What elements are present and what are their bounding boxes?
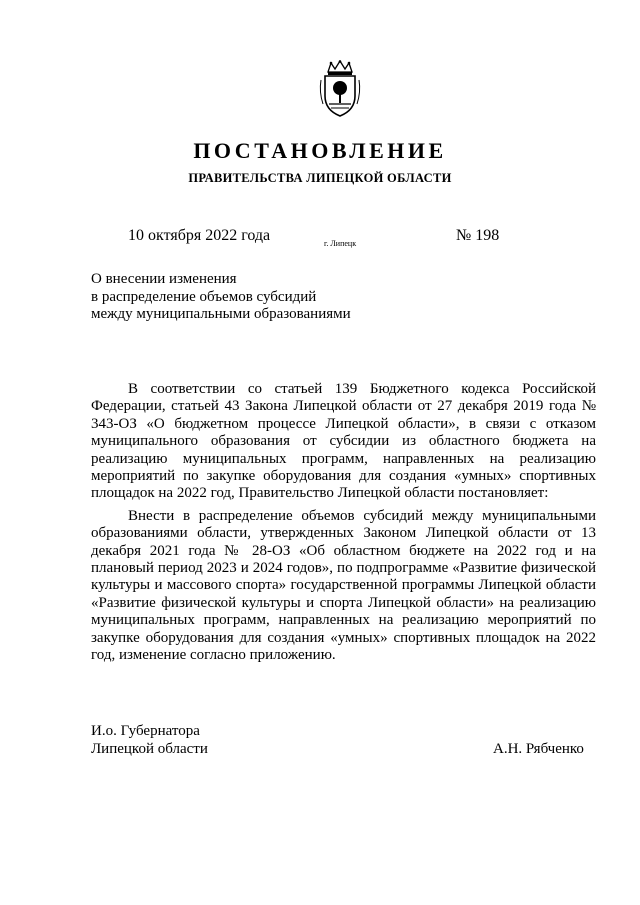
subject-line: в распределение объемов субсидий (91, 288, 317, 305)
signature-role-line: И.о. Губернатора (91, 723, 200, 739)
document-subject (91, 271, 351, 324)
document-title: ПОСТАНОВЛЕНИЕ (193, 138, 447, 163)
signature-name: А.Н. Рябченко (493, 741, 584, 757)
subject-line: между муниципальными образованиями (91, 306, 351, 322)
document-city: г. Липецк (324, 239, 357, 248)
document-subtitle: ПРАВИТЕЛЬСТВА ЛИПЕЦКОЙ ОБЛАСТИ (188, 171, 452, 185)
body-paragraph: В соответствии со статьей 139 Бюджетного кодекса Российской Федерации, статьей 43 Закона Липецкой области от 27 декабря 2019 года № 343-ОЗ «О бюджетном процессе Липецкой области», в связи с отказом муниципального образования от субсидии из областного бюджета на реализацию муниципальных программ, направленных на реализацию мероприятий по закупке оборудования для создания «умных» спортивных площадок на 2022 год, Правительство Липецкой области постановляет: (91, 381, 596, 502)
document-body (91, 381, 596, 670)
signature-role (91, 723, 208, 758)
subject-line: О внесении изменения (91, 271, 237, 287)
coat-of-arms-icon (318, 60, 362, 118)
document-number: № 198 (456, 227, 500, 244)
signature-role-line: Липецкой области (91, 740, 208, 757)
document-date: 10 октября 2022 года (128, 227, 271, 244)
body-paragraph: Внести в распределение объемов субсидий между муниципальными образованиями области, утвержденных Законом Липецкой области от 13 декабря 2021 года № 28-ОЗ «Об областном бюджете на 2022 год и на плановый период 2023 и 2024 годов», по подпрограмме «Развитие физической культуры и массового спорта» государственной программы Липецкой области «Развитие физической культуры и спорта Липецкой области» на реализацию муниципальных программ, направленных на реализацию мероприятий по закупке оборудования для создания «умных» спортивных площадок на 2022 год, изменение согласно приложению. (91, 507, 596, 664)
